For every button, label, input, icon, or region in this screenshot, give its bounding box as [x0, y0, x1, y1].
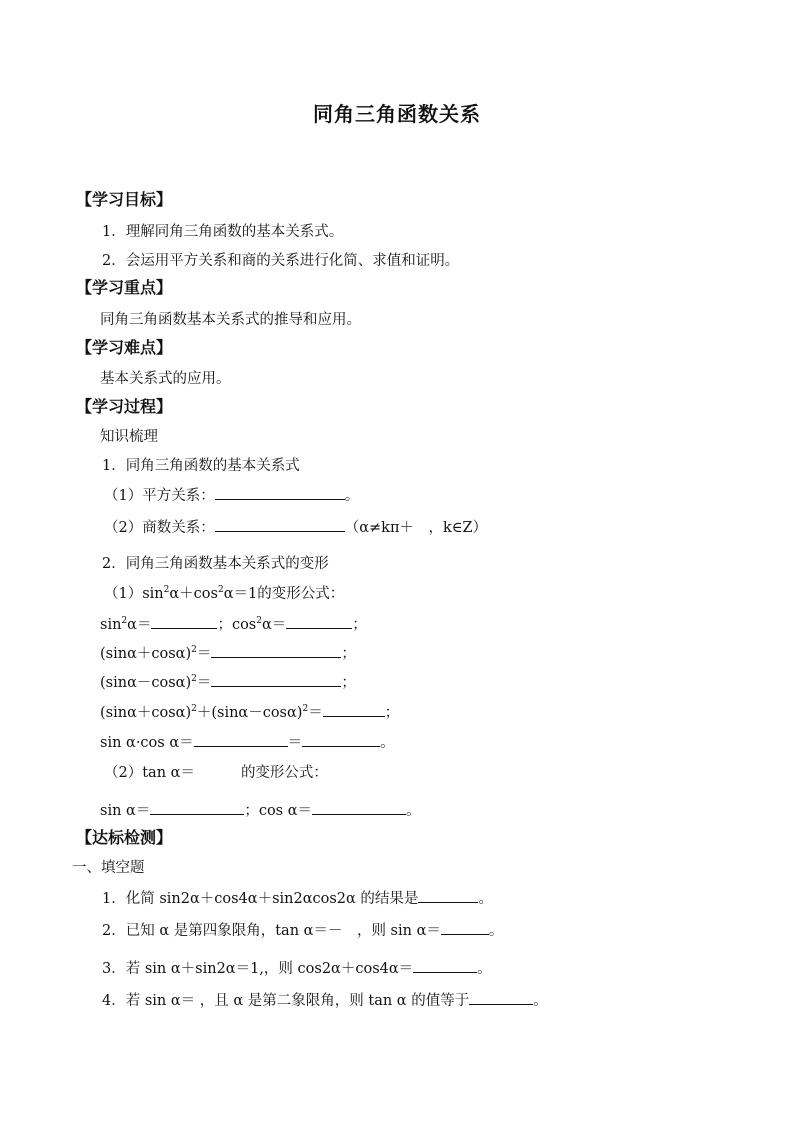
process-item-2: 2．同角三角函数基本关系式的变形 — [102, 556, 329, 572]
focus-text: 同角三角函数基本关系式的推导和应用。 — [100, 312, 361, 328]
difficulty-heading: 【学习难点】 — [76, 338, 173, 357]
sin-blank[interactable] — [150, 800, 244, 815]
goal-item-1: 1．理解同角三角函数的基本关系式。 — [102, 224, 344, 240]
question-2: 2．已知 α 是第四象限角，tan α＝－ ，则 sin α＝ 。 — [102, 920, 503, 941]
question-1: 1．化简 sin2α＋cos4α＋sin2αcos2α 的结果是 。 — [102, 888, 493, 909]
quotient-relation-blank[interactable] — [215, 517, 345, 532]
variant-1-line: $(1)\sin^2\alpha+\cos^2\alpha=1$的变形公式： — [104, 585, 345, 602]
process-heading: 【学习过程】 — [76, 397, 173, 416]
formula-line-4: $(\sin\alpha+\cos\alpha)^2+(\sin\alpha-\cos\alpha)^2=$ ； — [100, 702, 399, 723]
formula-line-2: $(\sin\alpha+\cos\alpha)^2=$ ； — [100, 643, 356, 664]
sin-squared-blank[interactable] — [151, 614, 217, 629]
product-blank-2[interactable] — [302, 732, 380, 747]
formula-line-3: $(\sin\alpha-\cos\alpha)^2=$ ； — [100, 672, 356, 693]
question-3: 3．若 sin α＋sin2α＝1,，则 cos2α＋cos4α＝ 。 — [102, 958, 492, 979]
answer-blank-1[interactable] — [418, 888, 478, 903]
square-relation-label: （1）平方关系： — [104, 488, 215, 504]
answer-blank-3[interactable] — [413, 958, 477, 973]
answer-blank-2[interactable] — [441, 920, 489, 935]
formula-line-1: $\sin^2\alpha=$ ；$\cos^2\alpha=$ ； — [100, 614, 367, 635]
formula-line-5: sin α·cos α＝ ＝ 。 — [100, 732, 395, 753]
quotient-relation-line — [104, 517, 487, 538]
cos-squared-blank[interactable] — [286, 614, 352, 629]
cos-blank[interactable] — [312, 800, 406, 815]
square-relation-line: （1）平方关系： 。 — [104, 485, 359, 506]
quotient-condition: （α≠kπ＋ ，k∈Z） — [344, 520, 488, 536]
difficulty-text: 基本关系式的应用。 — [100, 371, 231, 387]
goal-item-2: 2．会运用平方关系和商的关系进行化简、求值和证明。 — [102, 253, 460, 269]
sum-squared-blank[interactable] — [211, 643, 341, 658]
quotient-relation-label: （2）商数关系： — [104, 520, 215, 536]
formula-line-6: sin α＝ ；cos α＝ 。 — [100, 800, 421, 821]
check-heading: 【达标检测】 — [76, 828, 173, 847]
process-item-1: 1．同角三角函数的基本关系式 — [102, 458, 300, 474]
diff-squared-blank[interactable] — [211, 672, 341, 687]
focus-heading: 【学习重点】 — [76, 278, 173, 297]
square-relation-blank[interactable] — [215, 485, 345, 500]
question-4: 4．若 sin α＝ ，且 α 是第二象限角，则 tan α 的值等于 。 — [102, 990, 548, 1011]
goals-heading: 【学习目标】 — [76, 190, 173, 209]
sum-of-squares-blank[interactable] — [323, 702, 385, 717]
process-subheading: 知识梳理 — [100, 429, 158, 445]
product-blank-1[interactable] — [194, 732, 288, 747]
page-title: 同角三角函数关系 — [313, 102, 481, 126]
answer-blank-4[interactable] — [469, 990, 533, 1005]
variant-2-line: （2）tan α＝ 的变形公式： — [104, 765, 328, 781]
fill-in-part-title: 一、填空题 — [72, 860, 145, 876]
